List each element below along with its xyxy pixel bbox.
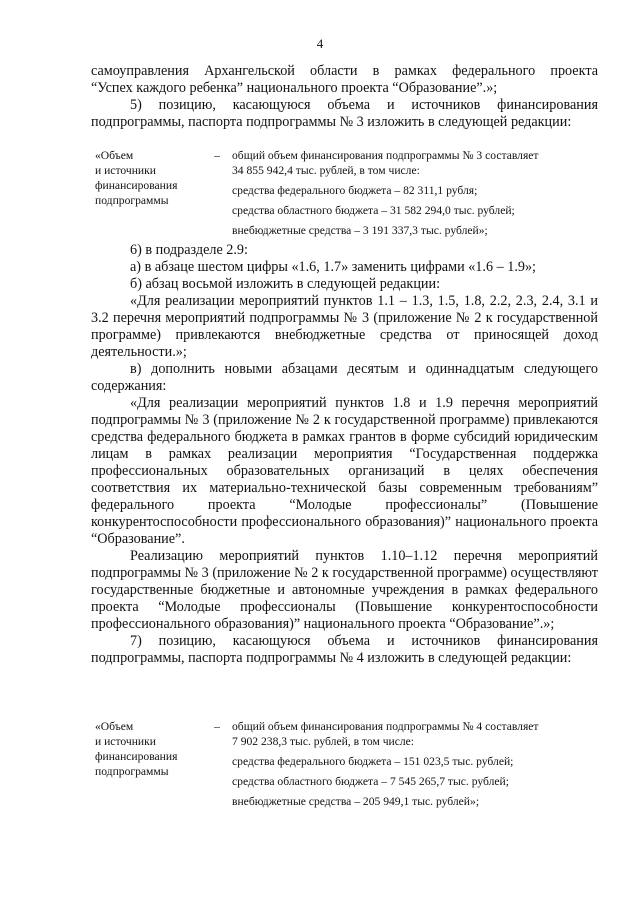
quote-2-paragraph: «Для реализации мероприятий пунктов 1.8 и 1.9 перечня мероприятий подпрограммы № 3 (приложение № 2 к государственной программе) привлекаются средства федерального бюджета в рамках грантов в форме субсидий юридическим лицам в рамках реализации мероприятия “Государственная поддержка профессиональных образовательных организаций в целях обеспечения соответствия их материально-технической базы современным требованиям” федерального проекта “Молодые профессионалы” (Повышение конкурентоспособности профессионального образования)” национального проекта “Образование”. <box>91 395 598 547</box>
table-1-total-line: общий объем финансирования подпрограммы № 3 составляет <box>232 149 539 162</box>
table-1-federal: средства федерального бюджета – 82 311,1 рубля; <box>232 184 478 197</box>
item-6v: в) дополнить новыми абзацами десятым и одиннадцатым следующего содержания: <box>91 361 598 394</box>
table-2-label <box>95 719 213 779</box>
main-body <box>91 242 598 667</box>
intro-line-1: самоуправления Архангельской области в рамках федерального проекта <box>91 63 598 79</box>
table-1-label <box>95 148 213 208</box>
table-1-label-line: финансирования <box>95 179 178 192</box>
table-2-regional: средства областного бюджета – 7 545 265,7 тыс. рублей; <box>232 775 509 788</box>
item-5-paragraph: 5) позицию, касающуюся объема и источников финансирования подпрограммы, паспорта подпрограммы № 3 изложить в следующей редакции: <box>91 97 598 130</box>
quote-3-paragraph: Реализацию мероприятий пунктов 1.10–1.12 перечня мероприятий подпрограммы № 3 (приложение № 2 к государственной программе) осуществляют государственные бюджетные и автономные учреждения в рамках федерального проекта “Молодые профессионалы (Повышение конкурентоспособности профессионального образования)” национального проекта “Образование”.»; <box>91 548 598 632</box>
item-6b: б) абзац восьмой изложить в следующей редакции: <box>130 276 441 292</box>
item-6: 6) в подразделе 2.9: <box>130 242 248 258</box>
table-2-values <box>232 719 600 809</box>
table-1-total-amount: 34 855 942,4 тыс. рублей, в том числе: <box>232 164 420 177</box>
intro-paragraph <box>91 63 598 131</box>
table-2-extrabudget: внебюджетные средства – 205 949,1 тыс. рублей»; <box>232 795 480 808</box>
table-2-dash: – <box>214 720 220 733</box>
table-1-values <box>232 148 600 238</box>
table-2-total-amount: 7 902 238,3 тыс. рублей, в том числе: <box>232 735 415 748</box>
page-number: 4 <box>316 36 324 51</box>
table-1-label-line: подпрограммы <box>95 194 169 207</box>
table-2-federal: средства федерального бюджета – 151 023,5 тыс. рублей; <box>232 755 514 768</box>
intro-line-2: “Успех каждого ребенка” национального проекта “Образование”.»; <box>91 80 498 96</box>
table-1-extrabudget: внебюджетные средства – 3 191 337,3 тыс. рублей»; <box>232 224 488 237</box>
quote-1-paragraph: «Для реализации мероприятий пунктов 1.1 – 1.3, 1.5, 1.8, 2.2, 2.3, 2.4, 3.1 и 3.2 перечня мероприятий подпрограммы № 3 (приложение № 2 к государственной программе) привлекаются внебюджетные средства от приносящей доход деятельности.»; <box>91 293 598 360</box>
item-7-paragraph: 7) позицию, касающуюся объема и источников финансирования подпрограммы, паспорта подпрограммы № 4 изложить в следующей редакции: <box>91 633 598 666</box>
table-2-label-line: «Объем <box>95 720 134 733</box>
item-6a: а) в абзаце шестом цифры «1.6, 1.7» заменить цифрами «1.6 – 1.9»; <box>130 259 536 275</box>
table-2-label-line: подпрограммы <box>95 765 169 778</box>
table-2-total-line: общий объем финансирования подпрограммы № 4 составляет <box>232 720 539 733</box>
table-1-label-line: и источники <box>95 164 156 177</box>
table-2-label-line: и источники <box>95 735 156 748</box>
table-2-label-line: финансирования <box>95 750 178 763</box>
table-1-regional: средства областного бюджета – 31 582 294,0 тыс. рублей; <box>232 204 515 217</box>
table-1-label-line: «Объем <box>95 149 134 162</box>
table-1-dash: – <box>214 149 220 162</box>
